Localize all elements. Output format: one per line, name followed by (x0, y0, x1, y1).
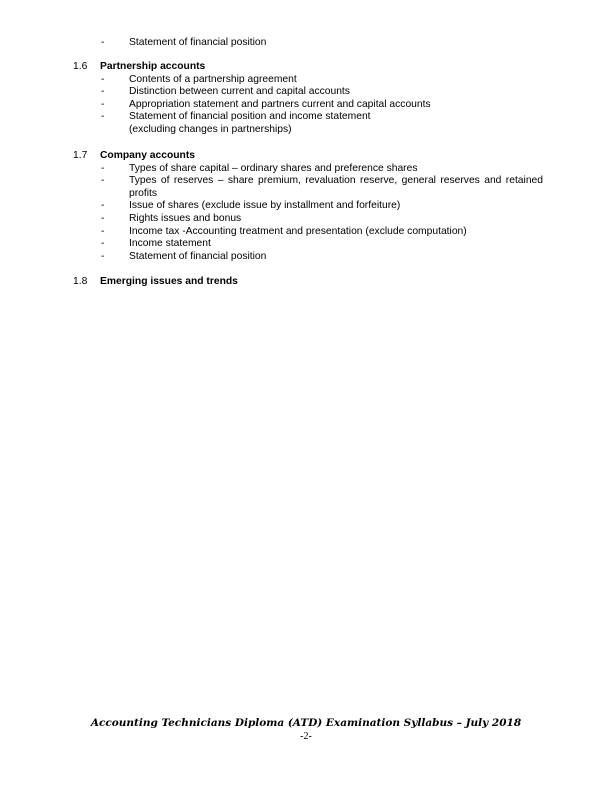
page-number: -2- (300, 731, 312, 742)
bullet-dash: - (101, 162, 105, 174)
section-number: 1.6 (73, 61, 88, 72)
list-item (73, 74, 543, 87)
list-item (73, 86, 543, 99)
bullet-dash: - (101, 238, 105, 250)
list-item-text: Income tax -Accounting treatment and presentation (exclude computation) (129, 225, 467, 237)
list-item (73, 163, 543, 176)
top-list (73, 37, 543, 50)
list-item (73, 226, 543, 239)
list-item-text: Statement of financial position and income statement (129, 111, 371, 123)
list-item-text: Income statement (129, 238, 211, 250)
list-item-text: Appropriation statement and partners current and capital accounts (129, 98, 431, 110)
bullet-dash: - (101, 212, 105, 224)
section-title: Emerging issues and trends (100, 276, 238, 287)
list-item-text: Contents of a partnership agreement (129, 73, 297, 85)
section-1-7 (73, 150, 543, 263)
bullet-dash: - (101, 200, 105, 212)
bullet-dash: - (101, 225, 105, 237)
list-item (73, 213, 543, 226)
list-item (73, 175, 543, 200)
list-item-text: Issue of shares (exclude issue by installment and forfeiture) (129, 200, 401, 212)
list-item-continuation: (excluding changes in partnerships) (129, 123, 292, 135)
list-item-text: Rights issues and bonus (129, 212, 242, 224)
list-item (73, 37, 543, 50)
section-heading (73, 276, 543, 289)
section-title: Partnership accounts (100, 61, 206, 72)
list-item (73, 251, 543, 264)
section-1-6 (73, 61, 543, 137)
bullet-dash: - (101, 111, 105, 123)
list-item-text: Types of share capital – ordinary shares and preference shares (129, 162, 418, 174)
bullet-dash: - (101, 37, 105, 48)
section-title: Company accounts (100, 150, 195, 161)
list-item-text: Statement of financial position (129, 37, 267, 48)
footer-title: Accounting Technicians Diploma (ATD) Examination Syllabus – July 2018 (90, 717, 522, 729)
section-number: 1.7 (73, 150, 88, 161)
section-1-8 (73, 276, 543, 289)
bullet-dash: - (101, 73, 105, 85)
list-item (73, 200, 543, 213)
bullet-dash: - (101, 250, 105, 262)
section-number: 1.8 (73, 276, 88, 287)
bullet-dash: - (101, 86, 105, 98)
list-item (73, 238, 543, 251)
list-item-text: Types of reserves – share premium, revaluation reserve, general reserves and retained profits (129, 175, 543, 199)
section-heading (73, 150, 543, 163)
list-item (73, 111, 543, 124)
list-item (73, 99, 543, 112)
list-item-text: Distinction between current and capital accounts (129, 86, 350, 98)
bullet-dash: - (101, 175, 105, 187)
list-item-text: Statement of financial position (129, 250, 267, 262)
bullet-dash: - (101, 98, 105, 110)
section-heading (73, 61, 543, 74)
